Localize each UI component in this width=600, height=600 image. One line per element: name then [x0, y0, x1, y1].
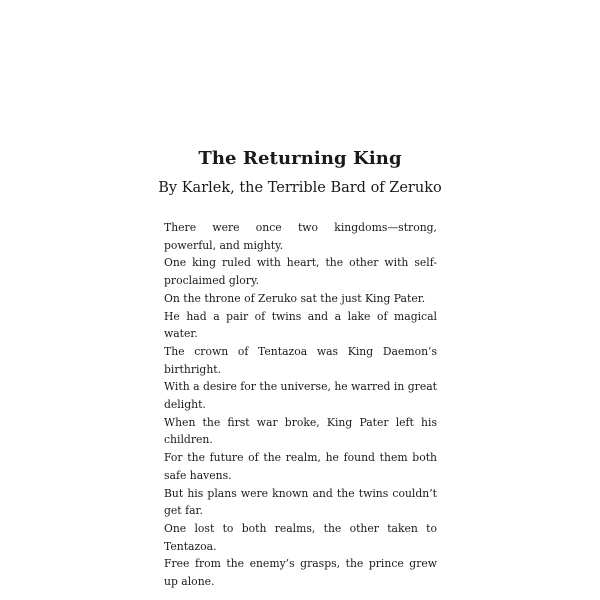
- poem-line: With a desire for the universe, he warred in great delight.: [164, 380, 437, 412]
- poem-line: On the throne of Zeruko sat the just King Pater.: [164, 291, 426, 305]
- poem-line: One lost to both realms, the other taken to Tentazoa.: [164, 521, 437, 553]
- poem-title: The Returning King: [198, 148, 402, 169]
- poem-line: When the first war broke, King Pater left his children.: [164, 415, 437, 447]
- poem-line: He had a pair of twins and a lake of magical water.: [164, 309, 437, 341]
- poem-body: [164, 219, 437, 591]
- poem-line: But his plans were known and the twins couldn’t get far.: [164, 486, 437, 518]
- poem-line: Free from the enemy’s grasps, the prince grew up alone.: [164, 557, 437, 589]
- poem-line: One king ruled with heart, the other with self-proclaimed glory.: [164, 256, 437, 288]
- poem-line: For the future of the realm, he found them both safe havens.: [164, 451, 437, 482]
- poem-byline: By Karlek, the Terrible Bard of Zeruko: [158, 180, 442, 196]
- poem-line: There were once two kingdoms—strong, powerful, and mighty.: [164, 221, 437, 252]
- poem-line: The crown of Tentazoa was King Daemon’s birthright.: [164, 344, 437, 376]
